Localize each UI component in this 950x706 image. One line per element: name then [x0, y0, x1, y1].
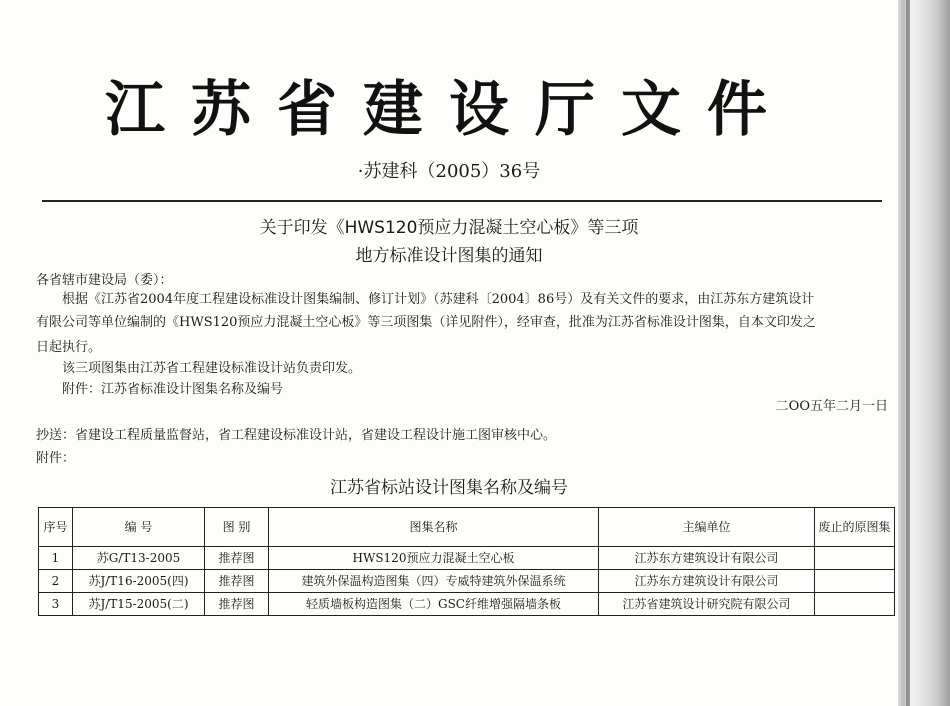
row-category: 推荐图: [205, 570, 269, 593]
document-header-title: 江苏省建设厅文件: [105, 75, 793, 145]
table-row: [39, 593, 895, 616]
document-number: ·苏建科（2005）36号: [357, 161, 541, 182]
row-seq: 3: [39, 593, 73, 616]
addressee: 各省辖市建设局（委）：: [36, 273, 173, 288]
annex-table: [38, 507, 895, 616]
issue-date: 二OO五年二月一日: [775, 399, 888, 414]
attachment-label: 附件：: [36, 451, 76, 466]
table-row: [39, 570, 895, 593]
body-para1-line2: 有限公司等单位编制的《HWS120预应力混凝土空心板》等三项图集（详见附件），经审查，批准为江苏省标准设计图集，自本文印发之: [36, 315, 816, 330]
header-editor: 主编单位: [599, 508, 815, 547]
row-editor: 江苏省建筑设计研究院有限公司: [599, 593, 815, 616]
cc-line: 抄送：省建设工程质量监督站，省工程建设标准设计站，省建设工程设计施工图审核中心。: [36, 428, 557, 443]
header-rule: [42, 200, 882, 202]
row-replaced: [815, 593, 895, 616]
row-code: 苏J/T16-2005(四): [73, 570, 205, 593]
attachment-reference: 附件：江苏省标准设计图集名称及编号: [62, 382, 284, 397]
binding-shadow: [906, 0, 910, 706]
notice-title-line1: 关于印发《HWS120预应力混凝土空心板》等三项: [259, 218, 639, 238]
row-seq: 2: [39, 570, 73, 593]
table-row: [39, 547, 895, 570]
body-para1-line1: 根据《江苏省2004年度工程建设标准设计图集编制、修订计划》（苏建科〔2004〕86号）及有关文件的要求，由江苏东方建筑设计: [62, 292, 815, 307]
row-name: 建筑外保温构造图集（四）专威特建筑外保温系统: [269, 570, 599, 593]
row-code: 苏G/T13-2005: [73, 547, 205, 570]
body-para1-line3: 日起执行。: [36, 340, 102, 355]
header-category: 图 别: [205, 508, 269, 547]
body-para2: 该三项图集由江苏省工程建设标准设计站负责印发。: [62, 361, 362, 376]
notice-title-line2: 地方标准设计图集的通知: [355, 246, 543, 266]
annex-title: 江苏省标站设计图集名称及编号: [330, 478, 568, 498]
header-code: 编 号: [73, 508, 205, 547]
header-seq: 序号: [39, 508, 73, 547]
row-name: 轻质墙板构造图集（二）GSC纤维增强隔墙条板: [269, 593, 599, 616]
row-editor: 江苏东方建筑设计有限公司: [599, 547, 815, 570]
row-name: HWS120预应力混凝土空心板: [269, 547, 599, 570]
row-category: 推荐图: [205, 593, 269, 616]
row-editor: 江苏东方建筑设计有限公司: [599, 570, 815, 593]
header-replaced: 废止的原图集: [815, 508, 895, 547]
row-replaced: [815, 547, 895, 570]
row-replaced: [815, 570, 895, 593]
annex-table-header-row: [39, 508, 895, 547]
row-category: 推荐图: [205, 547, 269, 570]
row-seq: 1: [39, 547, 73, 570]
header-name: 图集名称: [269, 508, 599, 547]
row-code: 苏J/T15-2005(二): [73, 593, 205, 616]
